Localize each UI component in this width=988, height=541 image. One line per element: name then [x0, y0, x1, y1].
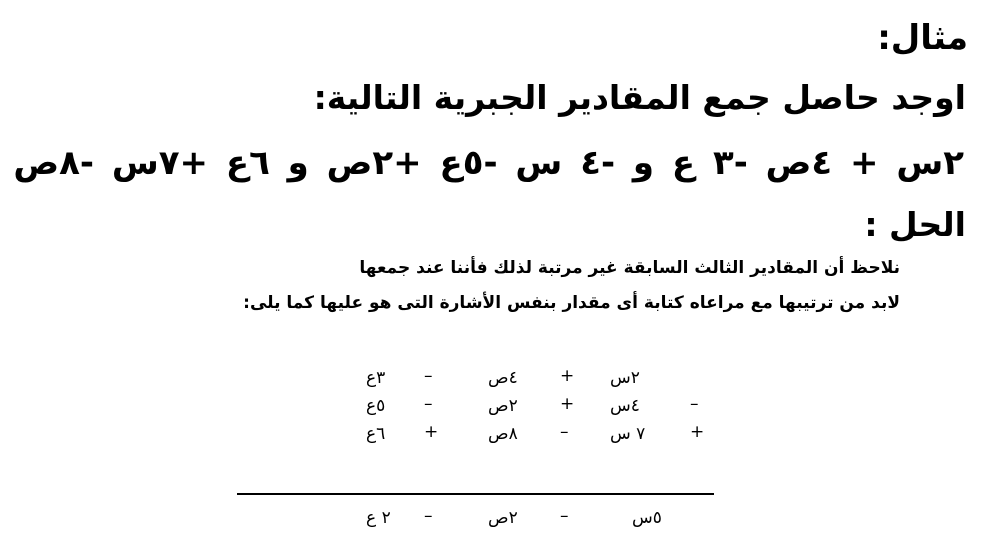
row3-term-z: ٦ع	[366, 424, 386, 444]
note-line-2: لابد من ترتيبها مع مراعاه كتابة أى مقدار بنفس الأشارة التى هو عليها كما يلى:	[243, 293, 900, 313]
solution-label: الحل :	[864, 205, 966, 244]
row2-term-z: ٥ع	[366, 396, 386, 416]
result-sign-z: –	[424, 506, 433, 526]
row1-term-x: ٢س	[610, 368, 640, 388]
row2-sign-x: –	[690, 394, 699, 414]
row3-term-x: ٧ س	[610, 424, 646, 444]
row1-term-z: ٣ع	[366, 368, 386, 388]
result-term-z: ٢ ع	[366, 508, 391, 528]
row3-sign-x: +	[690, 422, 705, 442]
result-term-x: ٥س	[632, 508, 662, 528]
row2-sign-z: –	[424, 394, 433, 414]
task-statement: اوجد حاصل جمع المقادير الجبرية التالية:	[313, 78, 966, 117]
row1-term-y: ٤ص	[488, 368, 518, 388]
row2-term-y: ٢ص	[488, 396, 518, 416]
row1-sign-z: –	[424, 366, 433, 386]
result-sign-y: –	[560, 506, 569, 526]
row3-sign-y: –	[560, 422, 569, 442]
note-line-1: نلاحظ أن المقادير الثالث السابقة غير مرتبة لذلك فأننا عند جمعها	[359, 258, 900, 278]
row3-sign-z: +	[424, 422, 439, 442]
result-term-y: ٢ص	[488, 508, 518, 528]
sum-divider-line	[237, 493, 714, 495]
example-heading: مثال:	[877, 18, 968, 58]
row2-sign-y: +	[560, 394, 575, 414]
row1-sign-y: +	[560, 366, 575, 386]
row3-term-y: ٨ص	[488, 424, 518, 444]
row2-term-x: ٤س	[610, 396, 640, 416]
algebraic-expressions: ٢س + ٤ص -٣ ع و -٤ س -٥ع +٢ص و ٦ع +٧س -٨ص	[13, 143, 964, 183]
